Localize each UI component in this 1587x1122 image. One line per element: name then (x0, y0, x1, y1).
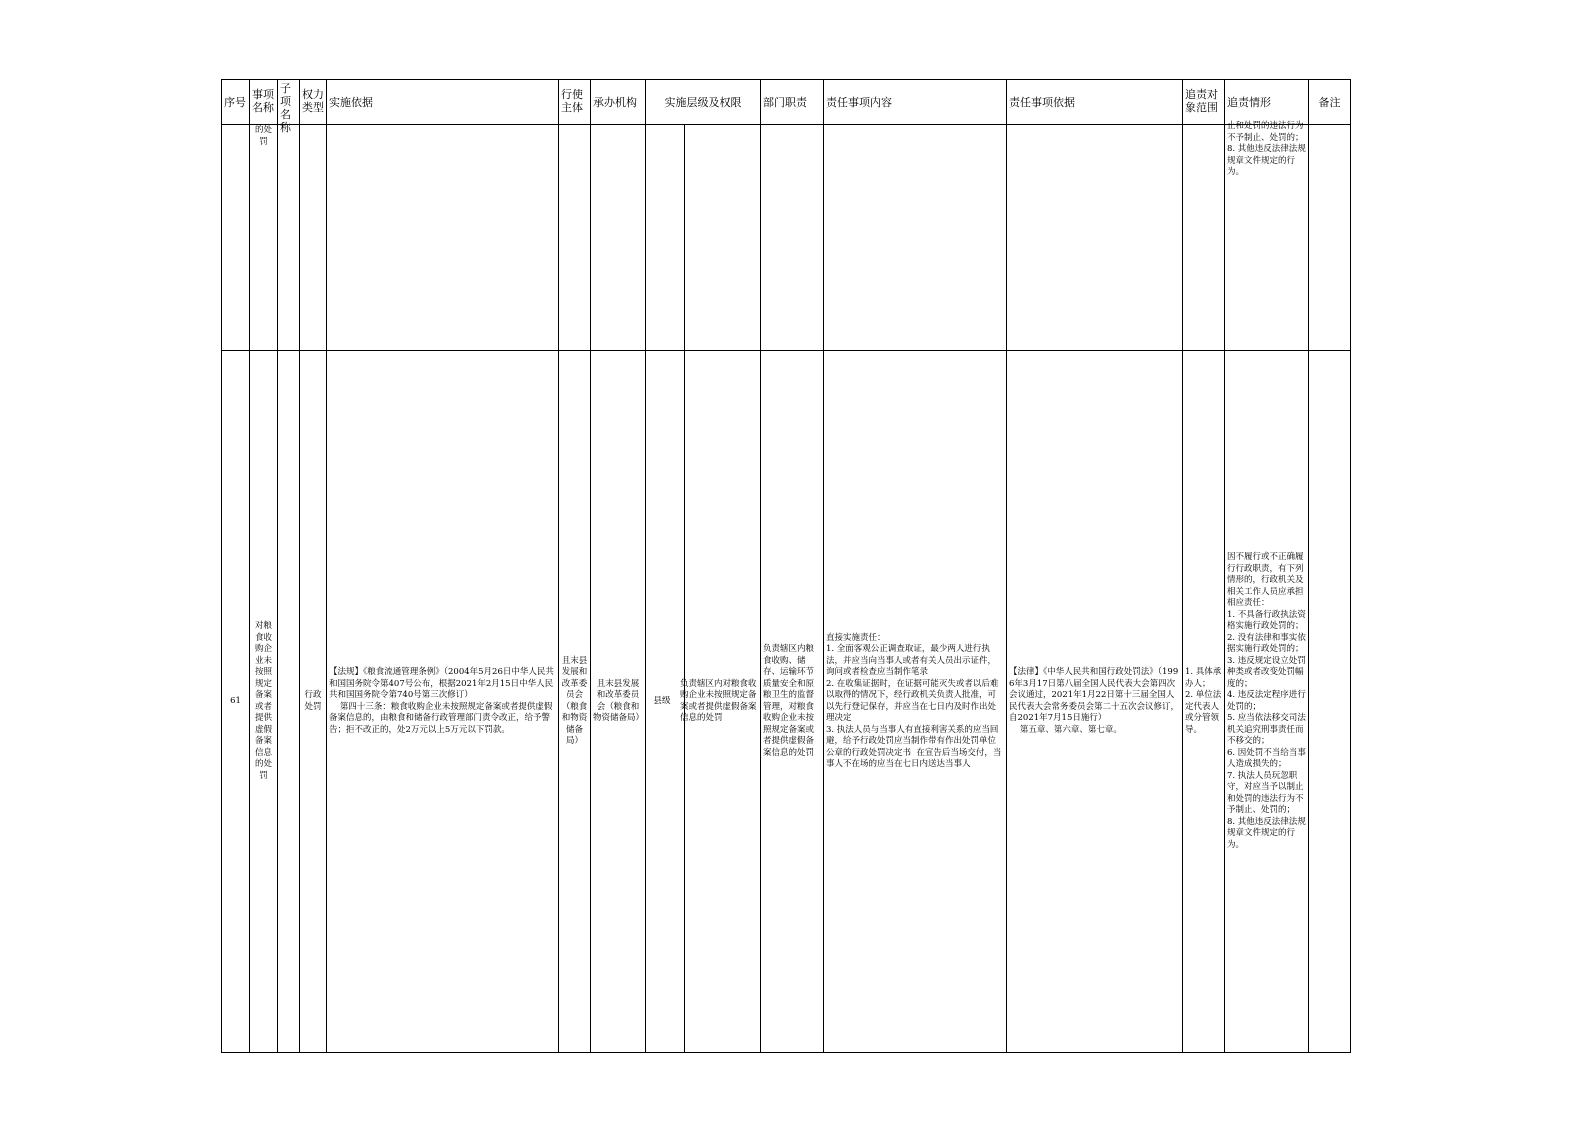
header-power-type: 权力类型 (300, 80, 327, 125)
resp-content-cell (824, 351, 1007, 1053)
resp-content-text: 直接实施责任： 1. 全面客观公正调查取证，最少两人进行执法，并应当向当事人或者有关人员出示证件，询问或者检查应当制作笔录 2. 在收集证据时，在证据可能灭失或者以后难以取得的情况下，经行政机关负责人批准，可以先行登记保存，并应当在七日内及时作出处理决定 3. 执法人员与当事人有直接利害关系的应当回避，给予行政处罚应当制作带有作出处罚单位公章的行政处罚决定书 在宣告后当场交付，当事人不在场的应当在七日内送达当事人 (826, 632, 1002, 769)
header-subject: 行使主体 (559, 80, 591, 125)
acc-situation-text: 因不履行或不正确履行行政职责，有下列情形的，行政机关及相关工作人员应承担相应责任： 1. 不具备行政执法资格实施行政处罚的； 2. 没有法律和事实依据实施行政处罚的； 3. 违反规定设立处罚种类或者改变处罚幅度的； 4. 违反法定程序进行处罚的； 5. 应当依法移交司法机关追究刑事责任而不移交的； 6. 因处罚不当给当事人造成损失的； 7. 执法人员玩忽职守，对应当予以制止和处罚的违法行为不予制止、处罚的； 8. 其他违反法律法规规章文件规定的行为。 (1227, 552, 1306, 850)
prev-item-name-cell (250, 125, 278, 351)
prev-power-type-cell (300, 125, 327, 351)
level-column-divider (684, 124, 685, 1052)
table-row (222, 351, 1351, 1053)
header-remark: 备注 (1309, 80, 1351, 125)
resp-basis-cell (1007, 351, 1183, 1053)
prev-subject-cell (559, 125, 591, 351)
acc-scope-cell (1183, 351, 1225, 1053)
prev-agency-cell (591, 125, 646, 351)
level-text: 县级 (653, 695, 671, 706)
header-acc-situation: 追责情形 (1225, 80, 1309, 125)
header-sub-item: 子项名称 (278, 80, 300, 125)
subject-text: 且末县发展和改革委员会（粮食和物资储备局） (561, 655, 588, 746)
header-resp-basis: 责任事项依据 (1007, 80, 1183, 125)
header-level: 实施层级及权限 (646, 80, 761, 125)
table-row (222, 125, 1351, 351)
dept-duty-text: 负责辖区内粮食收购、储存、运输环节质量安全和原粮卫生的监督管理，对粮食收购企业未按照规定备案或者提供虚假备案信息的处罚 (763, 644, 815, 758)
remark-cell (1309, 351, 1351, 1053)
header-agency: 承办机构 (591, 80, 646, 125)
dept-duty-cell (761, 351, 824, 1053)
power-type: 行政处罚 (304, 690, 322, 712)
prev-basis-cell (327, 125, 559, 351)
item-name: 对粮食收购企业未按照规定备案或者提供虚假备案信息的处罚 (254, 621, 272, 781)
prev-dept-duty-cell (761, 125, 824, 351)
prev-resp-basis-cell (1007, 125, 1183, 351)
header-item-name: 事项名称 (250, 80, 278, 125)
prev-level-cell (646, 125, 761, 351)
agency-text: 且末县发展和改革委员会（粮食和物资储备局） (593, 678, 645, 723)
level-detail: 负责辖区内对粮食收购企业未按照规定备案或者提供虚假备案信息的处罚 (680, 678, 757, 723)
basis-cell (327, 351, 559, 1053)
basis-text: 【法规】《粮食流通管理条例》（2004年5月26日中华人民共和国国务院令第407号公布，根据2021年2月15日中华人民共和国国务院令第740号第三次修订） 第四十三条：粮食收购企业未按照规定备案或者提供虚假备案信息的，由粮食和储备行政管理部门责令改正，给予警告；拒不改正的，处2万元以上5万元以下罚款。 (329, 667, 554, 735)
sub-item-cell (278, 351, 300, 1053)
row-seq: 61 (230, 695, 241, 706)
power-type-cell (300, 351, 327, 1053)
agency-cell (591, 351, 646, 1053)
prev-remark-cell (1309, 125, 1351, 351)
sub-item (278, 700, 299, 704)
resp-basis-text: 【法律】《中华人民共和国行政处罚法》（1996年3月17日第八届全国人民代表大会第四次会议通过，2021年1月22日第十三届全国人民代表大会常务委员会第二十五次会议修订，自2021年7月15日施行） 第五章、第六章、第七章。 (1009, 667, 1180, 735)
responsibility-table (221, 79, 1351, 1053)
subject-cell (559, 351, 591, 1053)
remark-text (1309, 700, 1350, 704)
acc-situation-cell (1225, 351, 1309, 1053)
prev-sub-item-cell (278, 125, 300, 351)
level-cell (646, 351, 761, 1053)
seq-cell (222, 351, 250, 1053)
header-seq: 序号 (222, 80, 250, 125)
prev-item-name-tail: 的处罚 (254, 125, 272, 147)
prev-acc-scope-cell (1183, 125, 1225, 351)
table-header-row (222, 80, 1351, 125)
item-name-cell (250, 351, 278, 1053)
header-dept-duty: 部门职责 (761, 80, 824, 125)
prev-acc-situation-cell (1225, 121, 1309, 351)
acc-scope-text: 1. 具体承办人； 2. 单位法定代表人或分管领导。 (1185, 667, 1222, 735)
header-acc-scope: 追责对象范围 (1183, 80, 1225, 125)
header-resp-content: 责任事项内容 (824, 80, 1007, 125)
prev-resp-content-cell (824, 125, 1007, 351)
prev-acc-situation-tail: 止和处罚的违法行为不予制止、处罚的； 8. 其他违反法律法规规章文件规定的行为。 (1227, 121, 1306, 177)
header-basis: 实施依据 (327, 80, 559, 125)
prev-seq-cell (222, 125, 250, 351)
